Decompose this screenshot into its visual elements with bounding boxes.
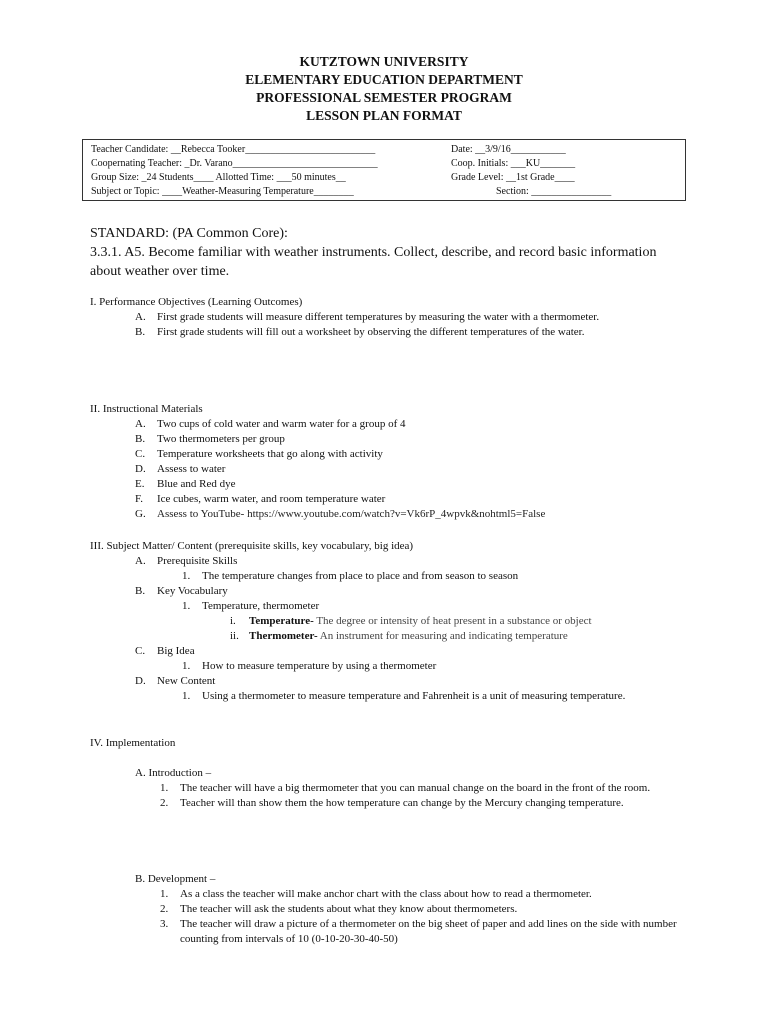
list-item: B. First grade students will fill out a worksheet by observing the different temperatures of the water. — [135, 326, 585, 338]
instructional-materials-section — [90, 402, 690, 522]
list-item: 1. Using a thermometer to measure temperature and Fahrenheit is a unit of measuring temperature. — [182, 690, 626, 702]
university-name: KUTZTOWN UNIVERSITY — [299, 54, 469, 69]
document-title: LESSON PLAN FORMAT — [306, 108, 462, 123]
section-heading: III. Subject Matter/ Content (prerequisite skills, key vocabulary, big idea) — [90, 540, 414, 552]
list-item: 1. As a class the teacher will make anchor chart with the class about how to read a thermometer. — [160, 888, 592, 900]
section-heading: II. Instructional Materials — [90, 403, 203, 415]
definition-temperature: i. Temperature- The degree or intensity of heat present in a substance or object — [230, 615, 592, 627]
subject-row: Subject or Topic: ____Weather-Measuring Temperature________ — [91, 186, 354, 197]
development-subsection — [90, 872, 690, 947]
list-item: B. Two thermometers per group — [135, 433, 285, 445]
standard-text: 3.3.1. A5. Become familiar with weather instruments. Collect, describe, and record basic information about weather over time. — [90, 245, 657, 279]
section-heading: IV. Implementation — [90, 737, 176, 749]
list-item: E. Blue and Red dye — [135, 478, 236, 490]
group-size-row: Group Size: _24 Students____ Allotted Time: ___50 minutes__ — [91, 172, 346, 183]
list-item: A. Prerequisite Skills — [135, 555, 238, 567]
performance-objectives-section — [90, 295, 690, 340]
document-header — [0, 53, 768, 125]
list-item: 1. How to measure temperature by using a thermometer — [182, 660, 437, 672]
section-row: Section: ________________ — [496, 186, 612, 197]
list-item: 1. The teacher will have a big thermometer that you can manual change on the board in the front of the room. — [160, 782, 651, 794]
standard-block — [90, 224, 690, 281]
youtube-link-item[interactable]: G. Assess to YouTube- https://www.youtube.com/watch?v=Vk6rP_4wpvk&nohtml5=False — [135, 508, 546, 520]
list-item: 2. The teacher will ask the students about what they know about thermometers. — [160, 903, 518, 915]
section-heading: I. Performance Objectives (Learning Outcomes) — [90, 296, 303, 308]
list-item: D. Assess to water — [135, 463, 226, 475]
list-item: A. Two cups of cold water and warm water for a group of 4 — [135, 418, 406, 430]
list-item: B. Key Vocabulary — [135, 585, 228, 597]
list-item: D. New Content — [135, 675, 216, 687]
list-item: 3. The teacher will draw a picture of a thermometer on the big sheet of paper and add lines on the side with number counting from intervals of 10 (0-10-20-30-40-50) — [160, 918, 677, 945]
list-item: 2. Teacher will than show them the how temperature can change by the Mercury changing temperature. — [160, 797, 624, 809]
lesson-info-box — [82, 139, 686, 201]
implementation-section — [90, 736, 690, 751]
department-name: ELEMENTARY EDUCATION DEPARTMENT — [245, 72, 523, 87]
program-name: PROFESSIONAL SEMESTER PROGRAM — [256, 90, 512, 105]
introduction-subsection — [90, 766, 690, 811]
standard-title: STANDARD: (PA Common Core): — [90, 226, 288, 241]
definition-thermometer: ii. Thermometer- An instrument for measuring and indicating temperature — [230, 630, 568, 642]
coop-teacher-row: Coopernating Teacher: _Dr. Varano_____________________________ — [91, 158, 378, 169]
list-item: C. Big Idea — [135, 645, 195, 657]
teacher-candidate-row: Teacher Candidate: __Rebecca Tooker__________________________ — [91, 144, 376, 155]
subject-matter-section — [90, 539, 690, 704]
subsection-heading: A. Introduction – — [135, 767, 212, 779]
list-item: F. Ice cubes, warm water, and room temperature water — [135, 493, 386, 505]
list-item: 1. The temperature changes from place to place and from season to season — [182, 570, 519, 582]
coop-initials-row: Coop. Initials: ___KU_______ — [451, 158, 576, 169]
list-item: 1. Temperature, thermometer — [182, 600, 320, 612]
subsection-heading: B. Development – — [135, 873, 216, 885]
grade-level-row: Grade Level: __1st Grade____ — [451, 172, 575, 183]
list-item: A. First grade students will measure different temperatures by measuring the water with a thermometer. — [135, 311, 600, 323]
list-item: C. Temperature worksheets that go along with activity — [135, 448, 383, 460]
date-row: Date: __3/9/16___________ — [451, 144, 566, 155]
